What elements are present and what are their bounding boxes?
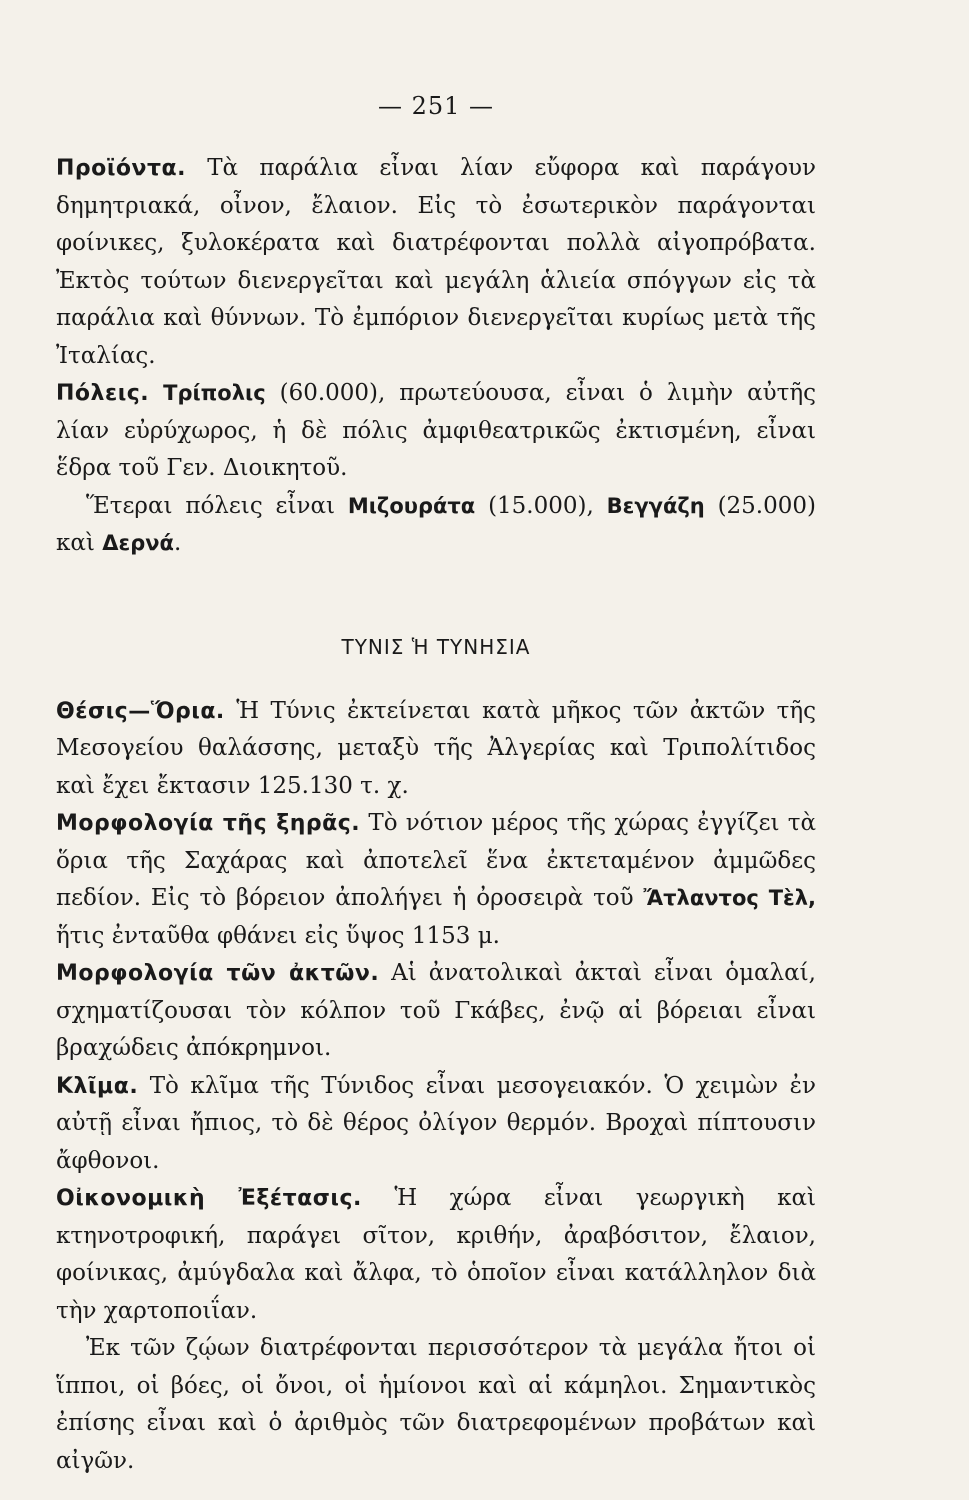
heading-land: Μορφολογία τῆς ξηρᾶς. [56, 811, 361, 836]
heading-cities: Πόλεις. [56, 381, 150, 406]
book-page [56, 92, 816, 1480]
text-land-2: ἥτις ἐνταῦθα φθάνει εἰς ὕψος 1153 μ. [56, 922, 500, 949]
text-misurata-pop: (15.000), [475, 492, 607, 519]
city-benghazi: Βεγγάζη [606, 493, 705, 518]
paragraph-economy [56, 1180, 816, 1330]
paragraph-climate [56, 1068, 816, 1181]
paragraph-land [56, 805, 816, 955]
text-climate: Τὸ κλῖμα τῆς Τύνιδος εἶναι μεσογειακόν. Ὁ χειμὼν ἐν αὐτῇ εἶναι ἤπιος, τὸ δὲ θέρος ὀλίγον θερμόν. Βροχαὶ πίπτουσιν ἄφθονοι. [56, 1072, 816, 1174]
atlas-name: Ἄτλαντος Τὲλ, [643, 886, 816, 910]
paragraph-cities [56, 375, 816, 488]
heading-position: Θέσις—Ὅρια. [56, 698, 225, 724]
text-products: Τὰ παράλια εἶναι λίαν εὔφορα καὶ παράγουν δημητριακά, οἶνον, ἔλαιον. Εἰς τὸ ἐσωτερικὸν παράγονται φοίνικες, ξυλοκέρατα καὶ διατρέφονται πολλὰ αἰγοπρόβατα. Ἐκτὸς τούτων διενεργεῖται καὶ μεγάλη ἁλιεία σπόγγων εἰς τὰ παράλια καὶ θύννων. Τὸ ἐμπόριον διενεργεῖται κυρίως μετὰ τῆς Ἰταλίας. [56, 155, 817, 369]
text-land-1: Τὸ νότιον μέρος τῆς χώρας ἐγγίζει τὰ ὅρια τῆς Σαχάρας καὶ ἀποτελεῖ ἕνα ἐκτεταμένον ἀμμῶδες πεδίον. Εἰς τὸ βόρειον ἀπολήγει ἡ ὀροσειρὰ τοῦ [56, 810, 816, 911]
heading-products: Προϊόντα. [56, 156, 186, 181]
city-derna: Δερνά [102, 531, 174, 555]
paragraph-coast [56, 955, 816, 1068]
text-economy: Ἡ χώρα εἶναι γεωργικὴ καὶ κτηνοτροφική, παράγει σῖτον, κριθήν, ἀραβόσιτον, ἔλαιον, φοίνικας, ἀμύγδαλα καὶ ἄλφα, τὸ ὁποῖον εἶναι κατάλληλον διὰ τὴν χαρτοποιΐαν. [56, 1185, 817, 1324]
city-misurata: Μιζουράτα [347, 493, 476, 518]
paragraph-position [56, 693, 816, 806]
heading-economy: Οἰκονομικὴ Ἐξέτασις. [56, 1186, 362, 1211]
paragraph-animals: Ἐκ τῶν ζῴων διατρέφονται περισσότερον τὰ μεγάλα ἤτοι οἱ ἵπποι, οἱ βόες, οἱ ὄνοι, οἱ ἡμίονοι καὶ αἱ κάμηλοι. Σημαντικὸς ἐπίσης εἶναι καὶ ὁ ἀριθμὸς τῶν διατρεφομένων προβάτων καὶ αἰγῶν. [56, 1335, 816, 1474]
section-title-tunisia: ΤΥΝΙΣ Ἡ ΤΥΝΗΣΙΑ [341, 634, 531, 659]
text-other-prefix: Ἕτεραι πόλεις εἶναι [86, 492, 348, 519]
city-tripoli: Τρίπολις [163, 381, 266, 405]
text-benghazi-pop: (25.000) καὶ [56, 492, 816, 556]
text-end: . [173, 530, 182, 556]
heading-coast: Μορφολογία τῶν ἀκτῶν. [56, 961, 380, 986]
text-cities: (60.000), πρωτεύουσα, εἶναι ὁ λιμὴν αὐτῆς λίαν εὐρύχωρος, ἡ δὲ πόλις ἀμφιθεατρικῶς ἐκτισμένη, εἶναι ἕδρα τοῦ Γεν. Διοικητοῦ. [56, 380, 817, 481]
heading-climate: Κλῖμα. [56, 1073, 139, 1099]
paragraph-other-cities [56, 488, 816, 563]
page-number: — 251 — [377, 92, 495, 120]
text-coast: Αἱ ἀνατολικαὶ ἀκταὶ εἶναι ὁμαλαί, σχηματίζουσαι τὸν κόλπον τοῦ Γκάβες, ἐνῷ αἱ βόρειαι εἶναι βραχώδεις ἀπόκρημνοι. [56, 960, 816, 1061]
text-position: Ἡ Τύνις ἐκτείνεται κατὰ μῆκος τῶν ἀκτῶν τῆς Μεσογείου θαλάσσης, μεταξὺ τῆς Ἀλγερίας καὶ Τριπολίτιδος καὶ ἔχει ἔκτασιν 125.130 τ. χ. [56, 697, 816, 799]
paragraph-products [56, 150, 816, 375]
